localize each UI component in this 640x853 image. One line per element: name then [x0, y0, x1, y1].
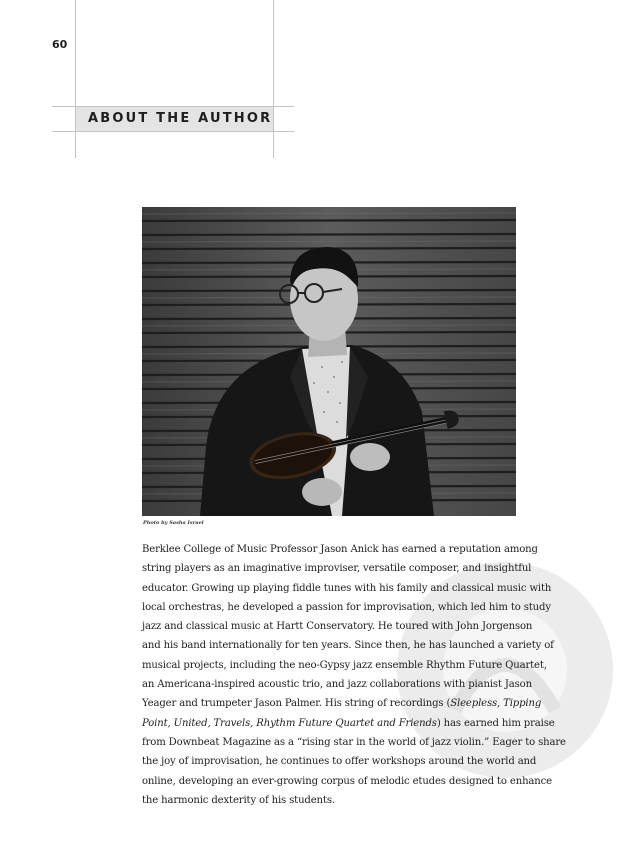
bio-italic-text: Sleepless, Tipping: [450, 698, 542, 710]
bio-line: [142, 714, 555, 733]
bio-line: [142, 636, 554, 655]
title-rule-bottom: [52, 131, 294, 132]
bio-line: [142, 540, 538, 559]
crop-rule-right: [273, 0, 274, 158]
bio-line: [142, 598, 551, 617]
author-bio: [142, 540, 566, 810]
bio-text: string players as an imaginative improviser, versatile composer, and insightful: [142, 563, 532, 575]
bio-line: [142, 675, 532, 694]
section-title: ABOUT THE AUTHOR: [76, 107, 273, 131]
bio-text: and his band internationally for ten years. Since then, he has launched a variety of: [142, 640, 554, 652]
bio-text: the harmonic dexterity of his students.: [142, 794, 335, 806]
bio-text: educator. Growing up playing fiddle tunes with his family and classical music with: [142, 582, 552, 594]
bio-text: online, developing an ever-growing corpus of melodic etudes designed to enhance: [142, 775, 552, 787]
bio-italic-text: Point, United, Travels, Rhythm Future Quartet and Friends: [142, 717, 437, 729]
page-number: 60: [52, 38, 68, 51]
bio-line: [142, 617, 533, 636]
bio-line: [142, 752, 537, 771]
bio-line: [142, 694, 542, 713]
crop-rule-left: [75, 0, 76, 158]
bio-line: [142, 791, 516, 810]
bio-text: from Downbeat Magazine as a “rising star in the world of jazz violin.” Eager to share: [142, 736, 566, 748]
bio-line: [142, 733, 566, 752]
bio-text: Berklee College of Music Professor Jason Anick has earned a reputation among: [142, 544, 538, 555]
author-portrait-icon: [142, 207, 516, 516]
bio-text: the joy of improvisation, he continues to offer workshops around the world and: [142, 756, 537, 768]
bio-line: [142, 772, 552, 791]
bio-text: ) has earned him praise: [436, 717, 555, 729]
author-photo: [142, 207, 516, 516]
bio-line: [142, 559, 532, 578]
bio-text: an Americana-inspired acoustic trio, and jazz collaborations with pianist Jason: [142, 679, 532, 691]
bio-text: jazz and classical music at Hartt Conservatory. He toured with John Jorgenson: [142, 621, 533, 633]
bio-line: [142, 579, 552, 598]
photo-credit: Photo by Sasha Israel: [143, 520, 204, 526]
bio-text: Yeager and trumpeter Jason Palmer. His string of recordings (: [142, 698, 451, 710]
bio-line: [142, 656, 547, 675]
bio-text: local orchestras, he developed a passion for improvisation, which led him to study: [142, 601, 551, 613]
bio-text: musical projects, including the neo-Gypsy jazz ensemble Rhythm Future Quartet,: [142, 659, 547, 671]
